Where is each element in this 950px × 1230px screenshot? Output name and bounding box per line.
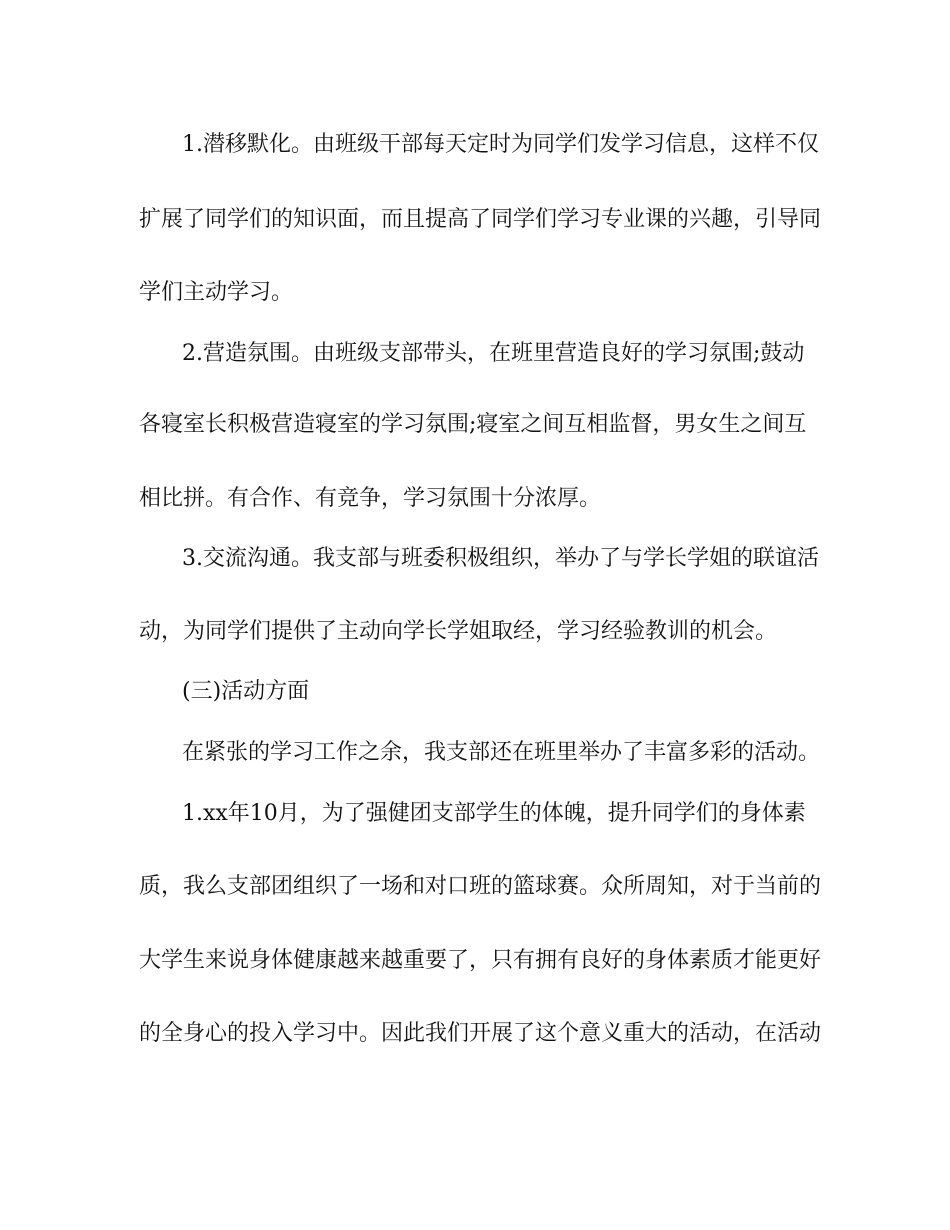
paragraph-5-line-2: 质，我么支部团组织了一场和对口班的篮球赛。众所周知，对于当前的 (139, 874, 822, 899)
paragraph-3-line-1: 3.交流沟通。我支部与班委积极组织，举办了与学长学姐的联谊活 (182, 546, 819, 571)
paragraph-1-line-3: 学们主动学习。 (139, 280, 294, 305)
paragraph-1-line-1: 1.潜移默化。由班级干部每天定时为同学们发学习信息，这样不仅 (182, 132, 819, 157)
paragraph-5-line-1: 1.xx年10月，为了强健团支部学生的体魄，提升同学们的身体素 (182, 801, 806, 826)
paragraph-2-line-2: 各寝室长积极营造寝室的学习氛围;寝室之间互相监督，男女生之间互 (139, 412, 807, 437)
paragraph-3-line-2: 动，为同学们提供了主动向学长学姐取经，学习经验教训的机会。 (139, 619, 778, 644)
section-heading: (三)活动方面 (182, 679, 310, 704)
paragraph-2-line-3: 相比拼。有合作、有竞争，学习氛围十分浓厚。 (139, 486, 602, 511)
paragraph-1-line-2: 扩展了同学们的知识面，而且提高了同学们学习专业课的兴趣，引导同 (139, 207, 822, 232)
paragraph-2-line-1: 2.营造氛围。由班级支部带头，在班里营造良好的学习氛围;鼓动 (182, 341, 805, 366)
paragraph-5-line-4: 的全身心的投入学习中。因此我们开展了这个意义重大的活动，在活动 (139, 1021, 822, 1046)
paragraph-4-line-1: 在紧张的学习工作之余，我支部还在班里举办了丰富多彩的活动。 (182, 740, 821, 765)
paragraph-5-line-3: 大学生来说身体健康越来越重要了，只有拥有良好的身体素质才能更好 (139, 948, 822, 973)
